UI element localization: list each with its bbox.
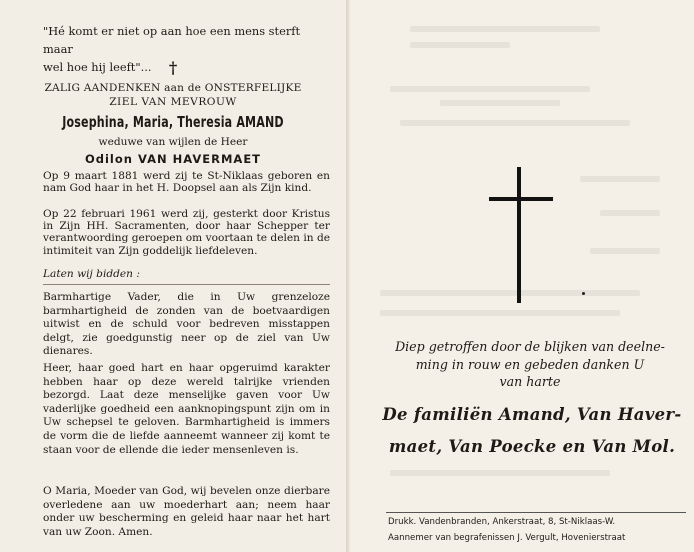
right-panel — [350, 0, 694, 552]
quote-line-2: wel hoe hij leeft"... — [43, 60, 152, 74]
memorial-cross-arm — [489, 197, 553, 201]
heading-line-1: ZALIG AANDENKEN aan de ONSTERFELIJKE — [44, 82, 302, 94]
prayer-paragraph-2: Heer, haar goed hart en haar opgeruimd karakter hebben haar op deze wereld talrijke vrienden bezorgd. Laat deze menselijke gaven voor Uw vaderlijke goedheid een aanknopingspunt zijn om in Uw schepsel te geloven. Barmhartigheid is immers de vorm die de liefde aanneemt wanneer zij komt te staan voor de ellende die ieder mensenleven is. — [43, 362, 330, 456]
show-through-text — [400, 120, 630, 126]
husband-name: Odilon VAN HAVERMAET — [84, 152, 262, 166]
show-through-text — [380, 290, 640, 296]
prayer-paragraph-1: Barmhartige Vader, die in Uw grenzeloze barmhartigheid de zonden van de boetvaardigen uitwist en de schuld voor bedreven misstappen delgt, zie goedgunstig neer op de ziel van Uw dienares. — [43, 291, 330, 358]
show-through-text — [390, 470, 610, 476]
quote-line-1: "Hé komt er niet op aan hoe een mens sterft maar — [43, 24, 301, 56]
heading-line-2: ZIEL VAN MEVROUW — [109, 96, 237, 108]
families-line-1: De familiën Amand, Van Haver- — [382, 405, 682, 424]
printer-line-2: Aannemer van begrafenissen J. Vergult, Hovenierstraat — [388, 533, 626, 543]
deceased-name: Josephina, Maria, Theresia AMAND — [62, 113, 284, 131]
ink-speck — [582, 292, 585, 295]
show-through-text — [590, 248, 660, 254]
left-panel — [0, 0, 346, 552]
small-cross-icon: † — [168, 58, 178, 77]
memorial-cross-icon — [517, 167, 521, 303]
pray-label: Laten wij bidden : — [43, 268, 140, 280]
thanks-line-1: Diep getroffen door de blijken van deelne- — [395, 339, 665, 354]
printer-divider — [386, 512, 686, 513]
prayer-paragraph-3: O Maria, Moeder van God, wij bevelen onze dierbare overledene aan uw moederhart aan; neem haar onder uw bescherming en geleid haar naar het hart van uw Zoon. Amen. — [43, 485, 330, 538]
divider — [43, 284, 330, 285]
show-through-text — [440, 100, 560, 106]
show-through-text — [580, 176, 660, 182]
widow-of-label: weduwe van wijlen de Heer — [98, 136, 248, 148]
birth-paragraph: Op 9 maart 1881 werd zij te St-Niklaas geboren en nam God haar in het H. Doopsel aan als Zijn kind. — [43, 170, 330, 195]
show-through-text — [390, 86, 590, 92]
show-through-text — [410, 26, 600, 32]
thanks-line-3: van harte — [499, 374, 561, 389]
printer-line-1: Drukk. Vandenbranden, Ankerstraat, 8, St-Niklaas-W. — [388, 517, 616, 527]
families-line-2: maet, Van Poecke en Van Mol. — [388, 437, 676, 456]
death-paragraph: Op 22 februari 1961 werd zij, gesterkt door Kristus in Zijn HH. Sacramenten, door haar Schepper ter verantwoording geroepen om voortaan te delen in de intimiteit van Zijn goddelijk liefdeleven. — [43, 208, 330, 257]
show-through-text — [410, 42, 510, 48]
show-through-text — [380, 310, 620, 316]
show-through-text — [600, 210, 660, 216]
thanks-line-2: ming in rouw en gebeden danken U — [415, 357, 645, 372]
